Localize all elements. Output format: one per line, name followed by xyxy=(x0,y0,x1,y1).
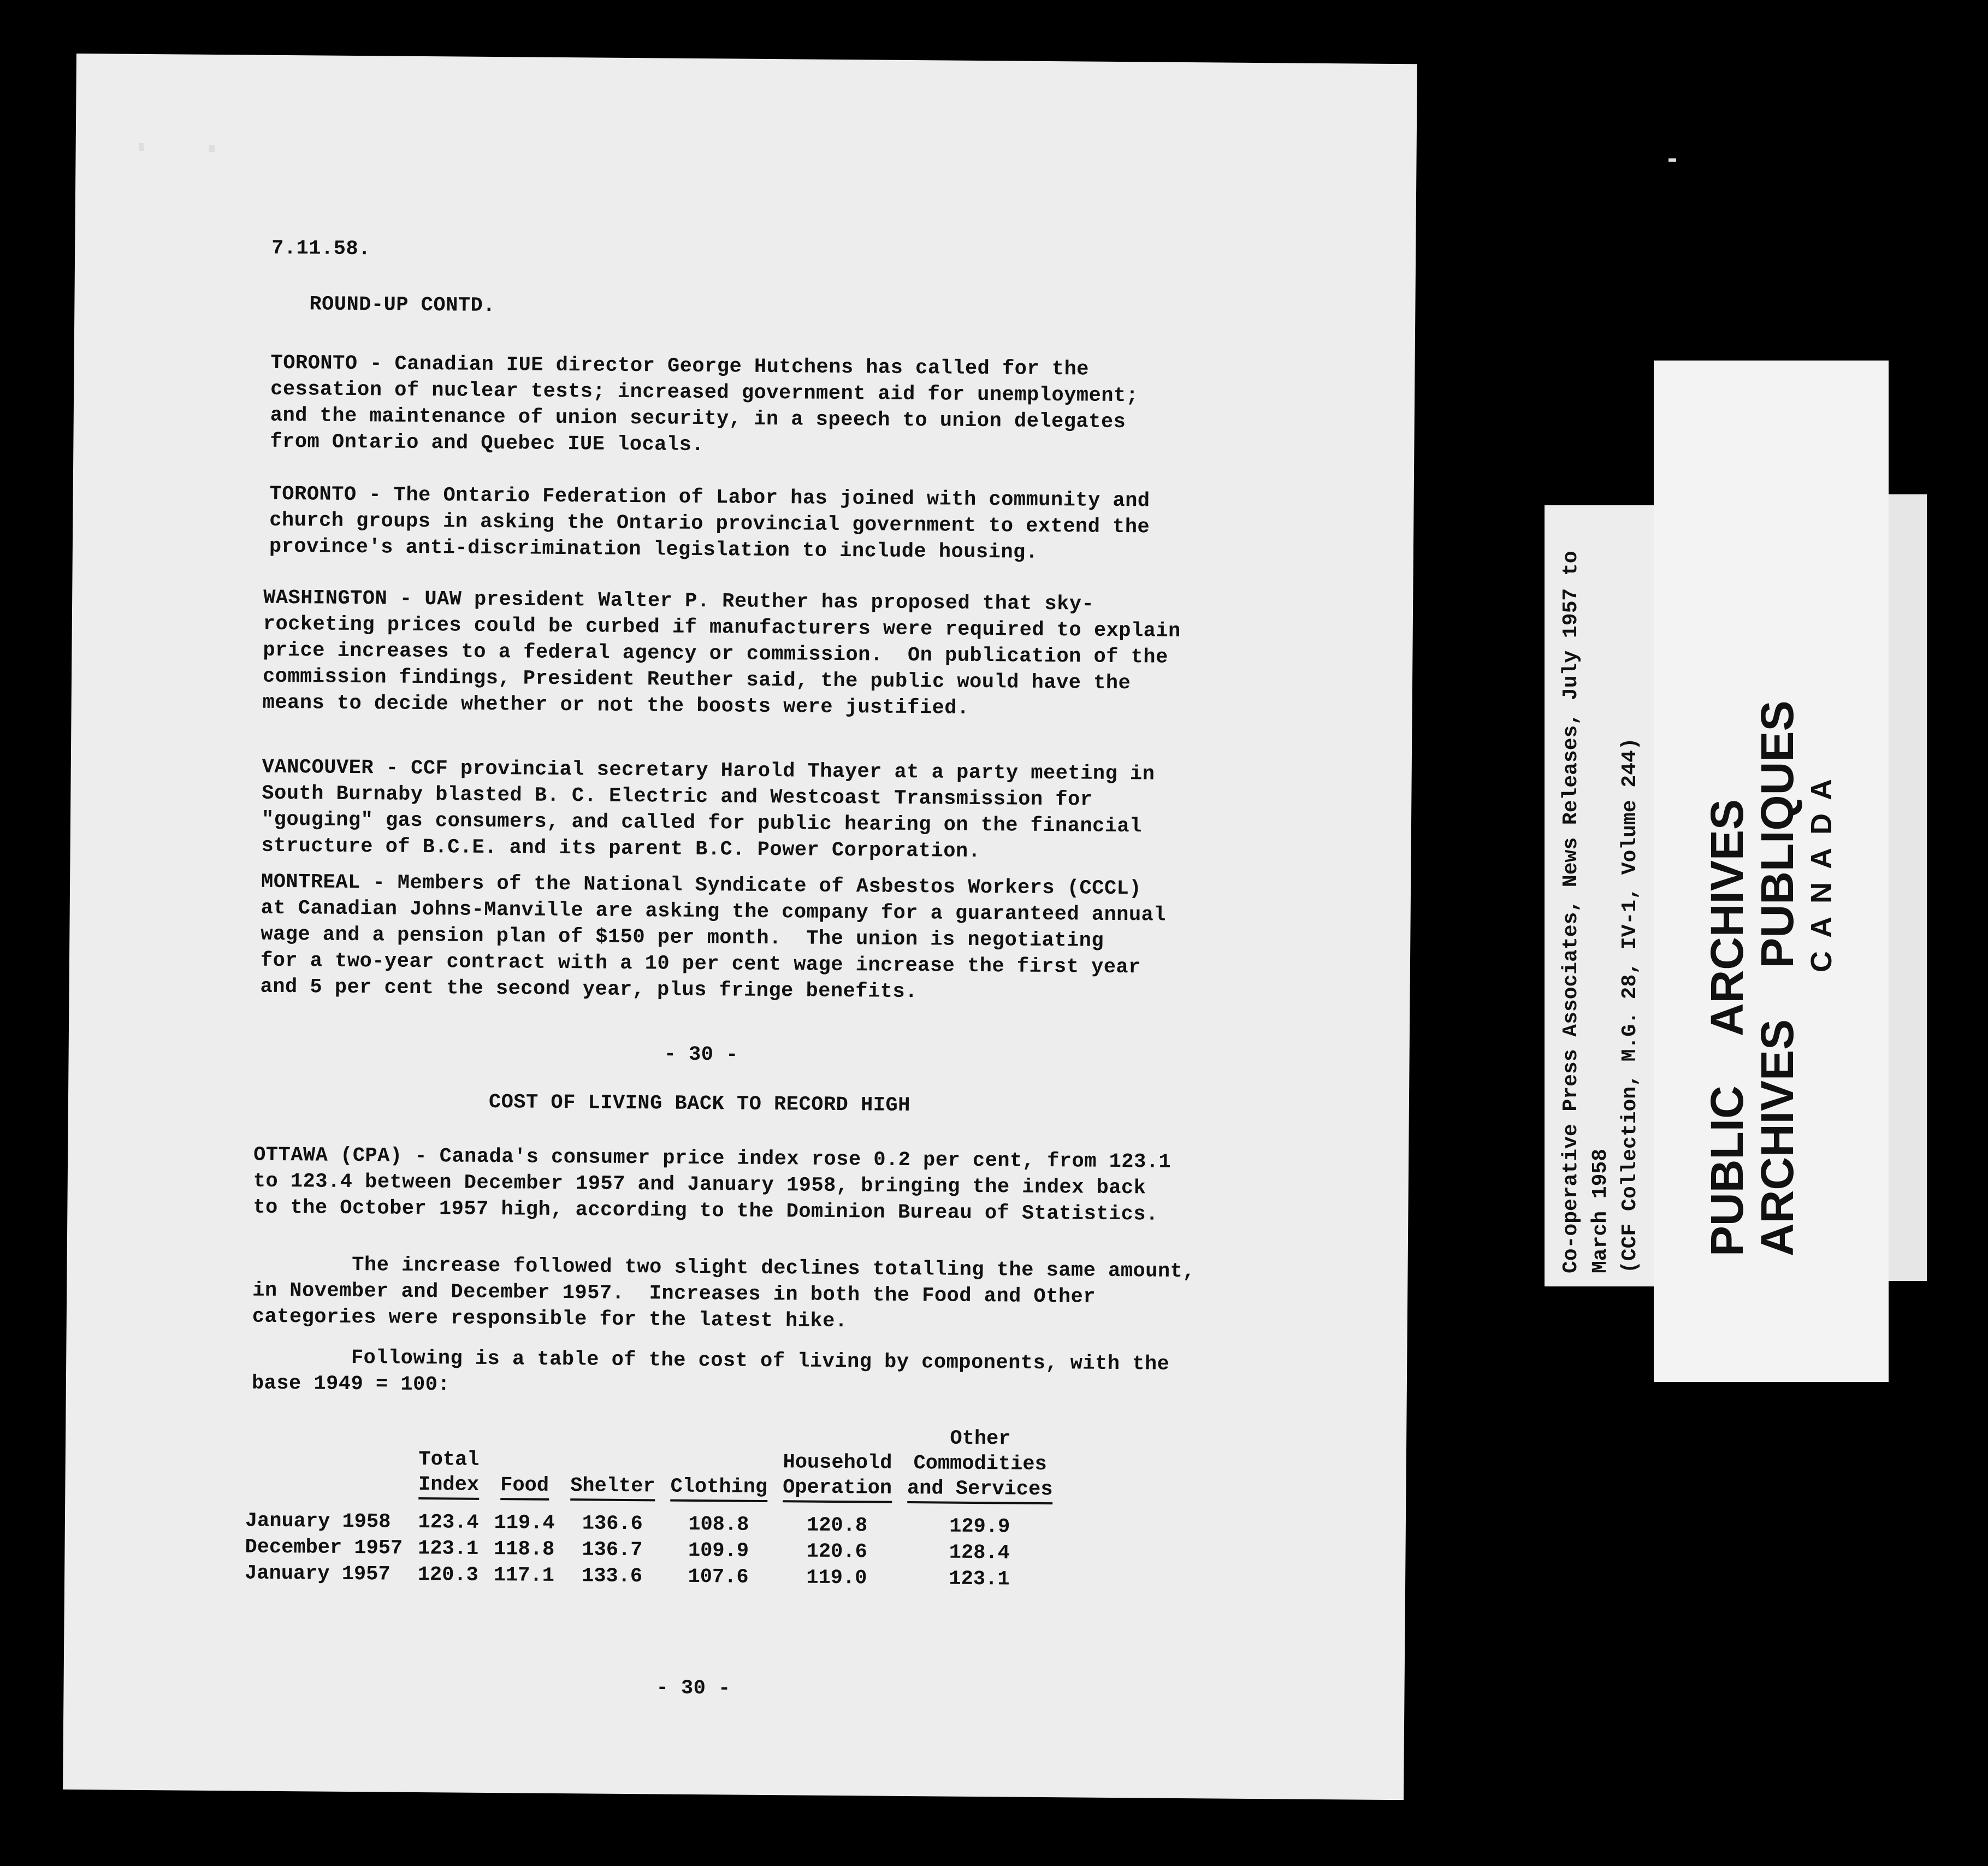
header-under: Shelter xyxy=(570,1473,655,1501)
archive-card-edge xyxy=(1889,494,1927,1281)
cell-household-operation: 120.6 xyxy=(806,1540,867,1564)
cell-food: 119.4 xyxy=(494,1511,555,1535)
table-header-shelter xyxy=(563,1423,664,1511)
header-under: and Services xyxy=(907,1476,1053,1504)
cell-shelter: 136.7 xyxy=(582,1538,643,1562)
article-paragraph-ottawa: OTTAWA (CPA) - Canada's consumer price index rose 0.2 per cent, from 123.1 to 123.4 between December 1957 and January 1958, bringing the index back to the October 1957 high, according to the Dominion Bureau of Statistics. xyxy=(253,1143,1172,1226)
archive-reference-slip xyxy=(1545,505,1656,1286)
table-header-food xyxy=(487,1422,563,1510)
archive-reference-line: Co-operative Press Associates, News Releases, July 1957 to xyxy=(1559,551,1583,1273)
cell-food: 118.8 xyxy=(494,1538,555,1561)
archive-stamp-line-fr: ARCHIVES PUBLIQUES xyxy=(1752,700,1803,1256)
film-speck xyxy=(1668,158,1676,162)
table-header-other-commodities xyxy=(900,1426,1061,1514)
cell-other-commodities: 128.4 xyxy=(949,1541,1010,1565)
page-marker: - 30 - xyxy=(664,1043,739,1067)
table-header-clothing xyxy=(662,1424,776,1513)
document-page xyxy=(63,54,1417,1800)
cell-other-commodities: 129.9 xyxy=(949,1515,1010,1539)
archive-stamp-text xyxy=(1654,361,1889,1382)
archive-stamp-card xyxy=(1654,361,1889,1382)
cell-total-index: 123.4 xyxy=(418,1510,479,1534)
cell-clothing: 109.9 xyxy=(688,1539,749,1563)
header-top: Household xyxy=(783,1451,892,1475)
row-label: December 1957 xyxy=(245,1536,403,1560)
cost-of-living-table xyxy=(245,1421,1061,1593)
archive-stamp-line-en: PUBLIC ARCHIVES xyxy=(1701,799,1753,1256)
article-paragraph-table-intro: Following is a table of the cost of living by components, with the base 1949 = 100: xyxy=(251,1345,1170,1397)
table-header-row xyxy=(245,1421,1061,1515)
paragraph-vancouver: VANCOUVER - CCF provincial secretary Harold Thayer at a party meeting in South Burnaby blasted B. C. Electric and Westcoast Transmission for "gouging" gas consumers, and called for public hearing on the financial structure of B.C.E. and its parent B.C. Power Corporation. xyxy=(261,755,1155,864)
cell-shelter: 136.6 xyxy=(582,1512,643,1536)
cell-clothing: 107.6 xyxy=(688,1565,749,1589)
header-under: Food xyxy=(500,1473,549,1501)
document-date: 7.11.58. xyxy=(271,237,371,261)
cell-total-index: 120.3 xyxy=(417,1563,478,1587)
article-title: COST OF LIVING BACK TO RECORD HIGH xyxy=(488,1090,911,1118)
archive-reference-line: March 1958 xyxy=(1589,1148,1612,1273)
cell-total-index: 123.1 xyxy=(418,1537,479,1561)
row-label: January 1958 xyxy=(245,1509,391,1534)
paragraph-washington: WASHINGTON - UAW president Walter P. Reuther has proposed that sky- rocketing prices could be curbed if manufacturers were required to explain price increases to a federal agency or commission. On publication of the commission findings, President Reuther said, the public would have the means to decide whether or not the boosts were justified. xyxy=(262,586,1181,720)
row-label: January 1957 xyxy=(244,1562,390,1586)
table-header-total-index xyxy=(411,1422,487,1510)
cell-other-commodities: 123.1 xyxy=(949,1567,1010,1591)
header-under: Clothing xyxy=(670,1474,767,1502)
archive-reference-line: (CCF Collection, M.G. 28, IV-1, Volume 244) xyxy=(1618,737,1642,1273)
archive-stamp-country: CANADA xyxy=(1805,766,1838,972)
table-header-blank xyxy=(245,1421,411,1509)
paragraph-montreal: MONTREAL - Members of the National Syndicate of Asbestos Workers (CCCL) at Canadian Johns-Manville are asking the company for a guaranteed annual wage and a pension plan of $150 per month. The union is negotiating for a two-year contract with a 10 per cent wage increase the first year and 5 per cent the second year, plus fringe benefits. xyxy=(260,870,1167,1004)
table-header-household-operation xyxy=(775,1425,900,1513)
cell-food: 117.1 xyxy=(493,1564,555,1587)
cell-household-operation: 120.8 xyxy=(806,1514,868,1538)
paragraph-toronto-ofl: TORONTO - The Ontario Federation of Labor has joined with community and church groups in asking the Ontario provincial government to extend the province's anti-discrimination legislation to include housing. xyxy=(269,482,1150,564)
archive-reference-text xyxy=(1545,505,1656,1286)
cell-clothing: 108.8 xyxy=(688,1513,749,1537)
film-speck xyxy=(139,143,144,151)
cell-household-operation: 119.0 xyxy=(806,1566,867,1590)
header-under: Operation xyxy=(783,1475,892,1503)
header-top: Total xyxy=(418,1448,480,1472)
header-under: Index xyxy=(418,1472,479,1500)
paragraph-toronto-iue: TORONTO - Canadian IUE director George Hutchens has called for the cessation of nuclear tests; increased government aid for unemployment; and the maintenance of union security, in a speech to union delegates from Ontario and Quebec IUE locals. xyxy=(270,351,1139,457)
header-top: Other Commodities xyxy=(913,1427,1047,1477)
cell-shelter: 133.6 xyxy=(581,1564,643,1589)
footer-marker: - 30 - xyxy=(656,1676,731,1700)
film-speck xyxy=(209,145,215,152)
article-paragraph-increase: The increase followed two slight declines totalling the same amount, in November and December 1957. Increases in both the Food and Other categories were responsible for the latest hike. xyxy=(252,1253,1196,1333)
section-heading: ROUND-UP CONTD. xyxy=(309,293,496,318)
